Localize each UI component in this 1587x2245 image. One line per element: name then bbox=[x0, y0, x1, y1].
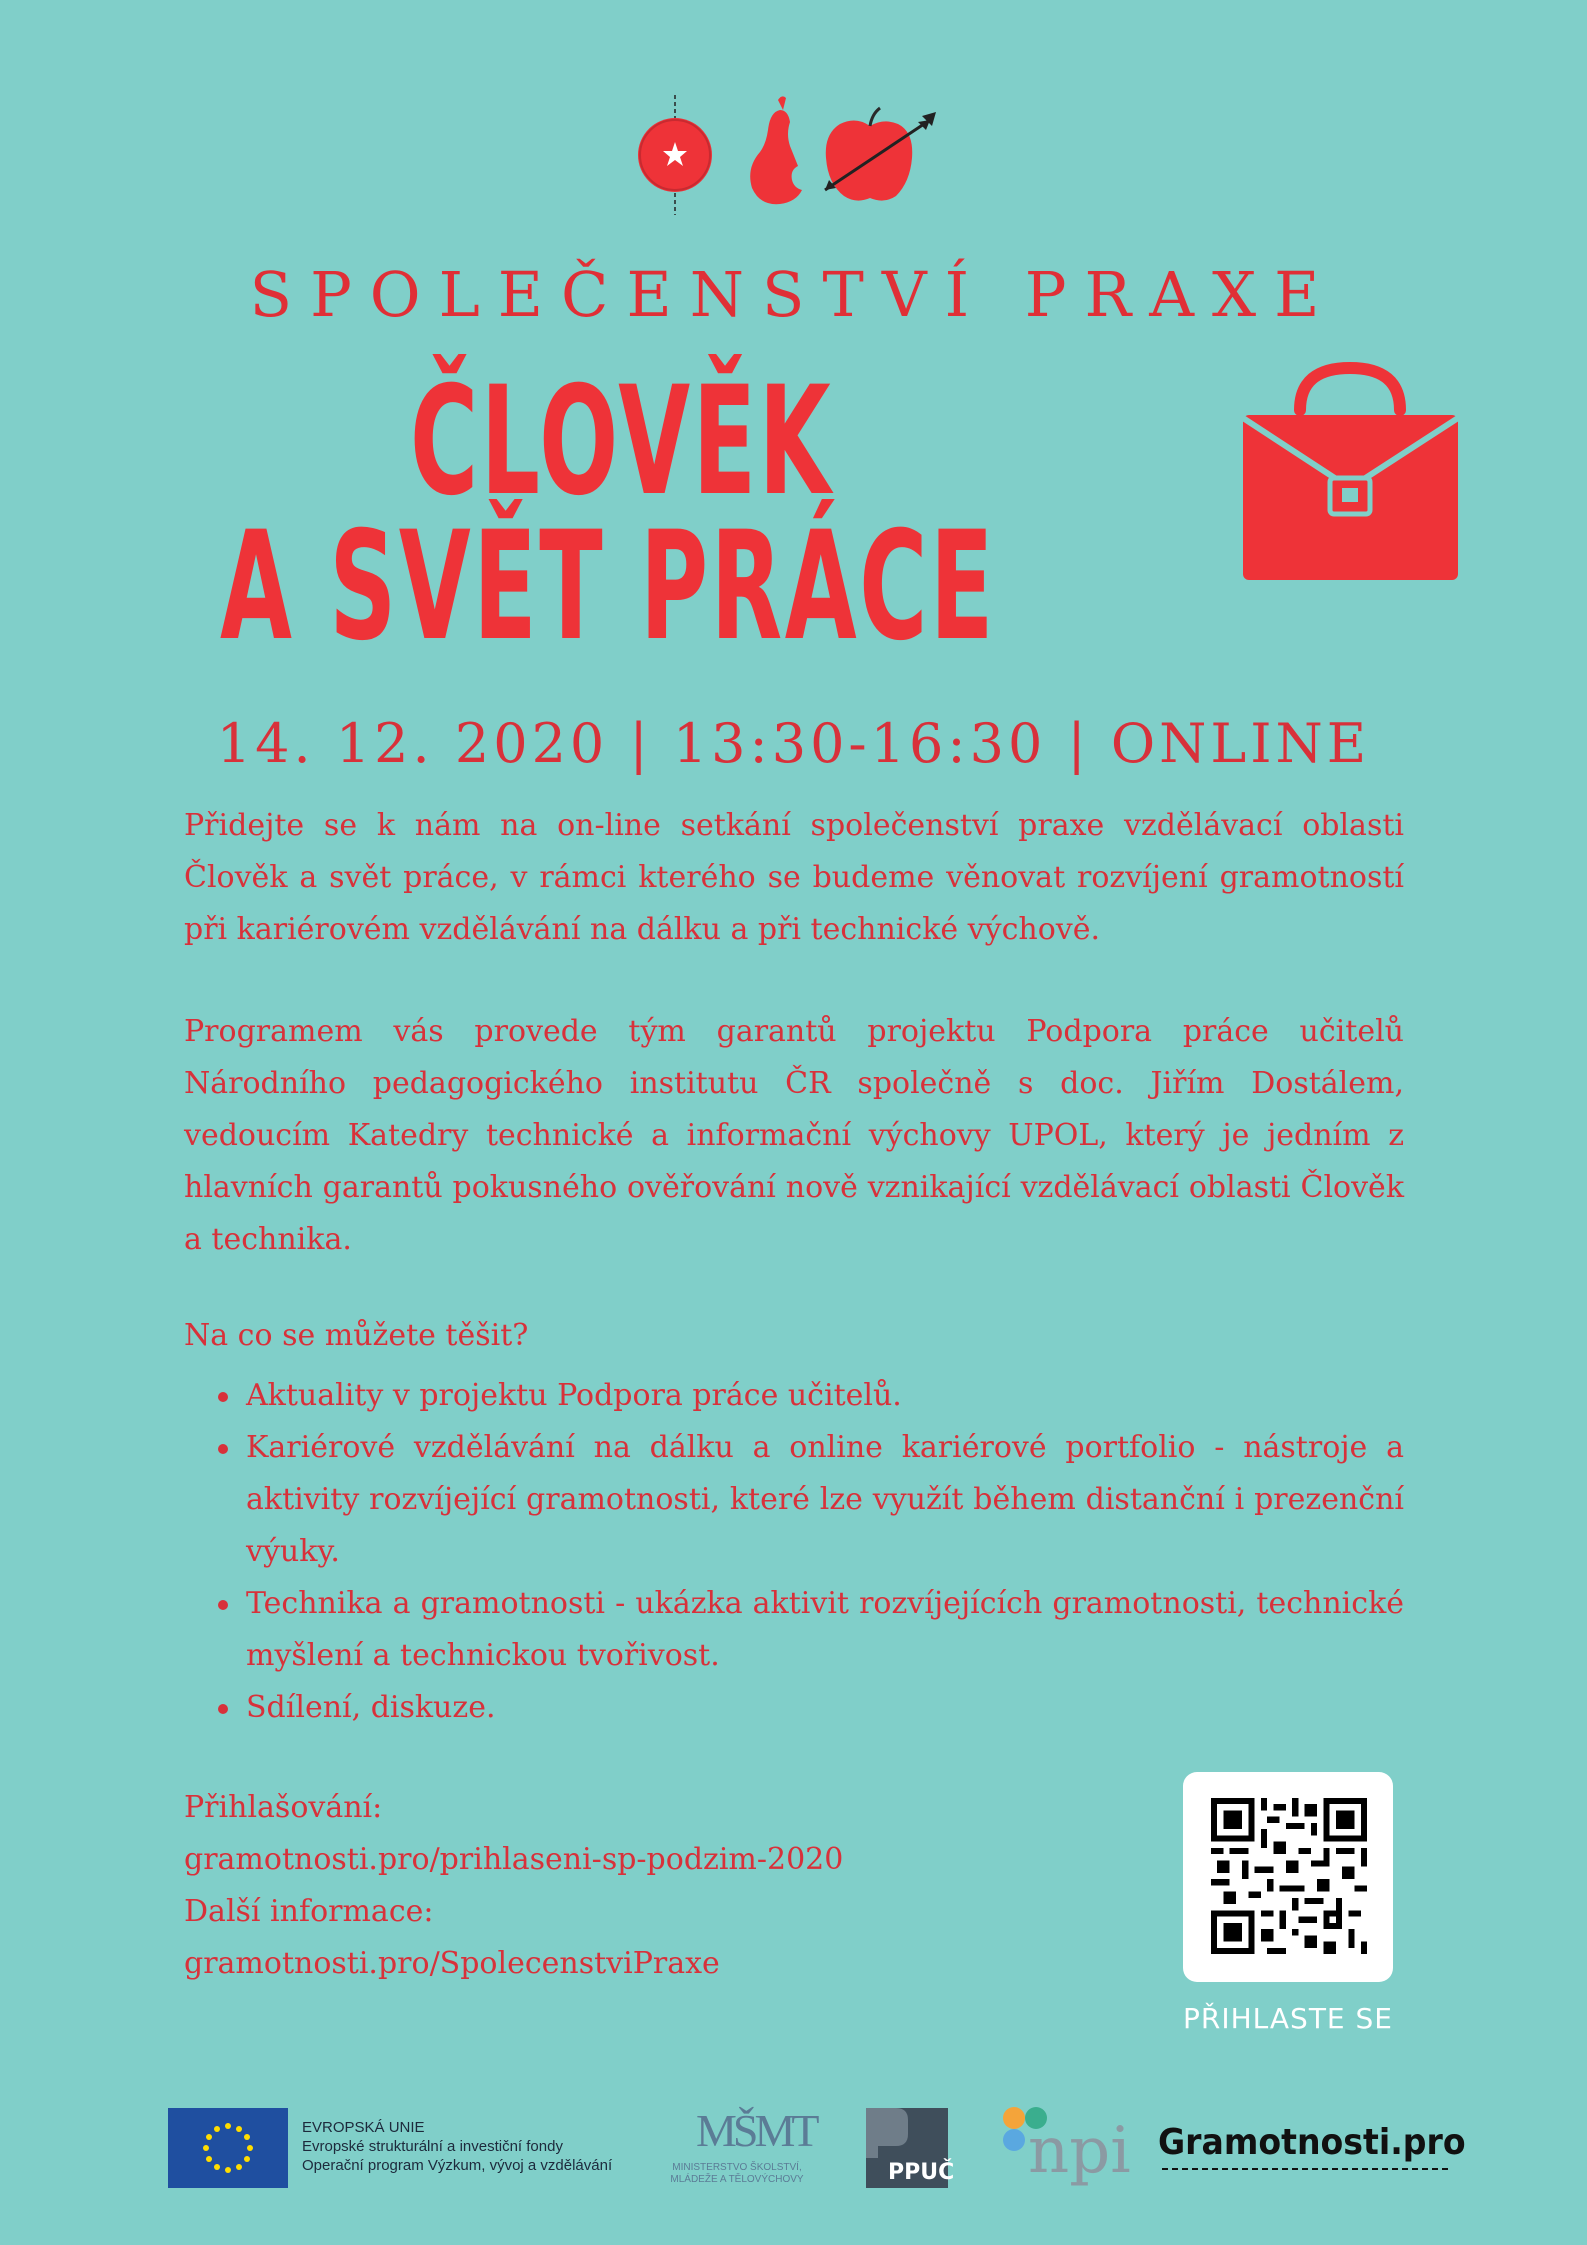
qr-code-icon bbox=[1211, 1798, 1367, 1954]
gramotnosti-underline bbox=[1162, 2168, 1448, 2170]
eu-line-1: EVROPSKÁ UNIE bbox=[302, 2119, 425, 2136]
program-paragraph: Programem vás provede tým garantů projektu Podpora práce učitelů Národního pedagogického institutu ČR společně s doc. Jiřím Dostálem, vedoucím Katedry technické a informační výchovy UPOL, který je jedním z hlavních garantů pokusného ověřování nově vznikající vzdělávací oblasti Člověk a technika. bbox=[184, 1014, 1404, 1257]
eu-line-3: Operační program Výzkum, vývoj a vzdělávání bbox=[302, 2157, 613, 2174]
agenda-question: Na co se můžete těšit? bbox=[184, 1318, 529, 1353]
npi-label: npi bbox=[1028, 2114, 1131, 2188]
list-item: Kariérové vzdělávání na dálku a online kariérové portfolio - nástroje a aktivity rozvíjející gramotnosti, které lze využít během distanční i prezenční výuky. bbox=[214, 1422, 1404, 1578]
intro-paragraph: Přidejte se k nám na on-line setkání společenství praxe vzdělávací oblasti Člověk a svět práce, v rámci kterého se budeme věnovat rozvíjení gramotností při kariérovém vzdělávání na dálku a při technické výchově. bbox=[184, 808, 1404, 947]
apple-arrow-icon bbox=[825, 108, 936, 201]
registration-link[interactable]: gramotnosti.pro/prihlaseni-sp-podzim-2020 bbox=[184, 1842, 844, 1877]
title-line-1: ČLOVĚK bbox=[410, 355, 834, 529]
event-date-time: 14. 12. 2020 | 13:30-16:30 | ONLINE bbox=[216, 712, 1371, 775]
msmt-subtitle bbox=[652, 2162, 822, 2186]
eu-stars bbox=[168, 2108, 288, 2188]
info-label: Další informace: bbox=[184, 1894, 434, 1929]
title-line-2: A SVĚT PRÁCE bbox=[220, 500, 996, 674]
ppuc-label: PPUČ bbox=[888, 2160, 955, 2185]
msmt-sub-line-2: MLÁDEŽE A TĚLOVÝCHOVY bbox=[670, 2174, 804, 2185]
gramotnosti-logo: Gramotnosti.pro bbox=[1158, 2122, 1466, 2163]
qr-code[interactable] bbox=[1183, 1772, 1393, 1982]
info-link[interactable]: gramotnosti.pro/SpolecenstviPraxe bbox=[184, 1946, 720, 1981]
apple-slice-icon bbox=[638, 95, 712, 215]
list-item: Aktuality v projektu Podpora práce učitelů. bbox=[214, 1370, 1404, 1422]
npi-logo bbox=[1000, 2104, 1131, 2194]
eu-text bbox=[302, 2118, 612, 2175]
agenda-list bbox=[214, 1370, 1404, 1734]
ppuc-mark-icon bbox=[866, 2108, 948, 2158]
list-item: Technika a gramotnosti - ukázka aktivit rozvíjejících gramotnosti, technické myšlení a technickou tvořivost. bbox=[214, 1578, 1404, 1682]
kicker-text: SPOLEČENSTVÍ PRAXE bbox=[249, 258, 1338, 331]
msmt-logo bbox=[652, 2104, 822, 2194]
eu-flag-icon bbox=[168, 2108, 288, 2188]
msmt-sub-line-1: MINISTERSTVO ŠKOLSTVÍ, bbox=[672, 2162, 802, 2173]
msmt-mark: MŠMT bbox=[696, 2105, 816, 2156]
registration-label: Přihlašování: bbox=[184, 1790, 383, 1825]
eu-line-2: Evropské strukturální a investiční fondy bbox=[302, 2138, 563, 2155]
list-item: Sdílení, diskuze. bbox=[214, 1682, 1404, 1734]
pear-icon bbox=[750, 96, 802, 204]
briefcase-icon bbox=[1238, 360, 1463, 585]
qr-caption: PŘIHLASTE SE bbox=[1183, 2002, 1393, 2035]
ppuc-logo bbox=[866, 2108, 955, 2188]
fruit-icons bbox=[630, 90, 950, 220]
